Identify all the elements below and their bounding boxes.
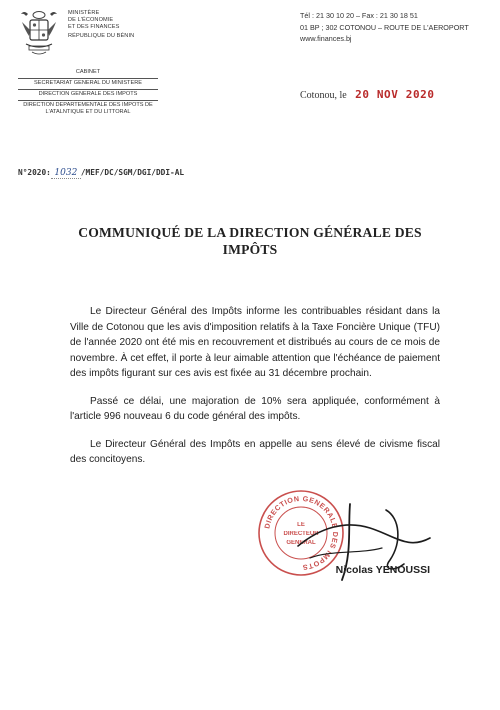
- date-stamp: 20 NOV 2020: [355, 88, 435, 101]
- document-body: [70, 304, 440, 480]
- contact-info: [300, 10, 495, 45]
- svg-text:DIRECTION GENERALE DES IMPOTS: DIRECTION GENERALE DES IMPOTS: [262, 493, 341, 573]
- office-hierarchy: [18, 68, 158, 118]
- title-line-2: IMPÔTS: [222, 242, 278, 257]
- postal-address: 01 BP ; 302 COTONOU – ROUTE DE L'AEROPORT: [300, 22, 469, 32]
- date-prefix: Cotonou, le: [300, 90, 347, 101]
- office-cabinet: CABINET: [18, 68, 158, 79]
- signatory-name: Nicolas YENOUSSI: [335, 564, 430, 576]
- reference-prefix: N°2020:: [18, 168, 51, 177]
- website: www.finances.bj: [300, 34, 352, 43]
- svg-text:DIRECTEUR: DIRECTEUR: [283, 531, 319, 537]
- ministry-line: DE L'ÉCONOMIE: [68, 17, 114, 23]
- ministry-name: [68, 10, 178, 40]
- signature-area: [250, 488, 450, 598]
- body-paragraph: Le Directeur Général des Impôts informe les contribuables résidant dans la Ville de Cotonou que les avis d'imposition relatifs à la Taxe Foncière Unique (TFU) de l'année 2020 ont été mis en recouvrement et distribués au cours de ce mois de novembre. À cet effet, il porte à leur aimable attention que l'échéance de paiement des impôts figurant sur ces avis est fixée au 31 décembre prochain.: [70, 306, 440, 379]
- ministry-line: MINISTÈRE: [68, 10, 100, 16]
- body-paragraph: Le Directeur Général des Impôts en appelle au sens élevé de civisme fiscal des concitoyens.: [70, 438, 440, 465]
- republic-name: RÉPUBLIQUE DU BÉNIN: [68, 33, 135, 39]
- title-line-1: COMMUNIQUÉ DE LA DIRECTION GÉNÉRALE DES: [78, 225, 422, 240]
- svg-text:GENERAL: GENERAL: [286, 540, 316, 546]
- svg-text:LE: LE: [297, 522, 305, 528]
- body-paragraph: Passé ce délai, une majoration de 10% sera appliquée, conformément à l'article 996 nouveau 6 du code général des impôts.: [70, 395, 440, 422]
- ministry-line: ET DES FINANCES: [68, 24, 120, 30]
- coat-of-arms-icon: [18, 8, 60, 58]
- reference-handwritten-number: 1032: [51, 169, 81, 179]
- reference-suffix: /MEF/DC/SGM/DGI/DDI-AL: [80, 168, 185, 177]
- date-line: [300, 88, 460, 101]
- phone-fax: Tél : 21 30 10 20 – Fax : 21 30 18 51: [300, 11, 418, 20]
- ministry-header: [18, 8, 168, 58]
- office-ddi: DIRECTION DEPARTEMENTALE DES IMPOTS DE L'ATALNTIQUE ET DU LITTORAL: [23, 102, 153, 115]
- office-secretariat: SECRETARIAT GENERAL DU MINISTERE: [18, 79, 158, 90]
- document-title: [40, 224, 460, 258]
- reference-number: [18, 168, 184, 179]
- office-dgi: DIRECTION GENERALE DES IMPOTS: [18, 90, 158, 101]
